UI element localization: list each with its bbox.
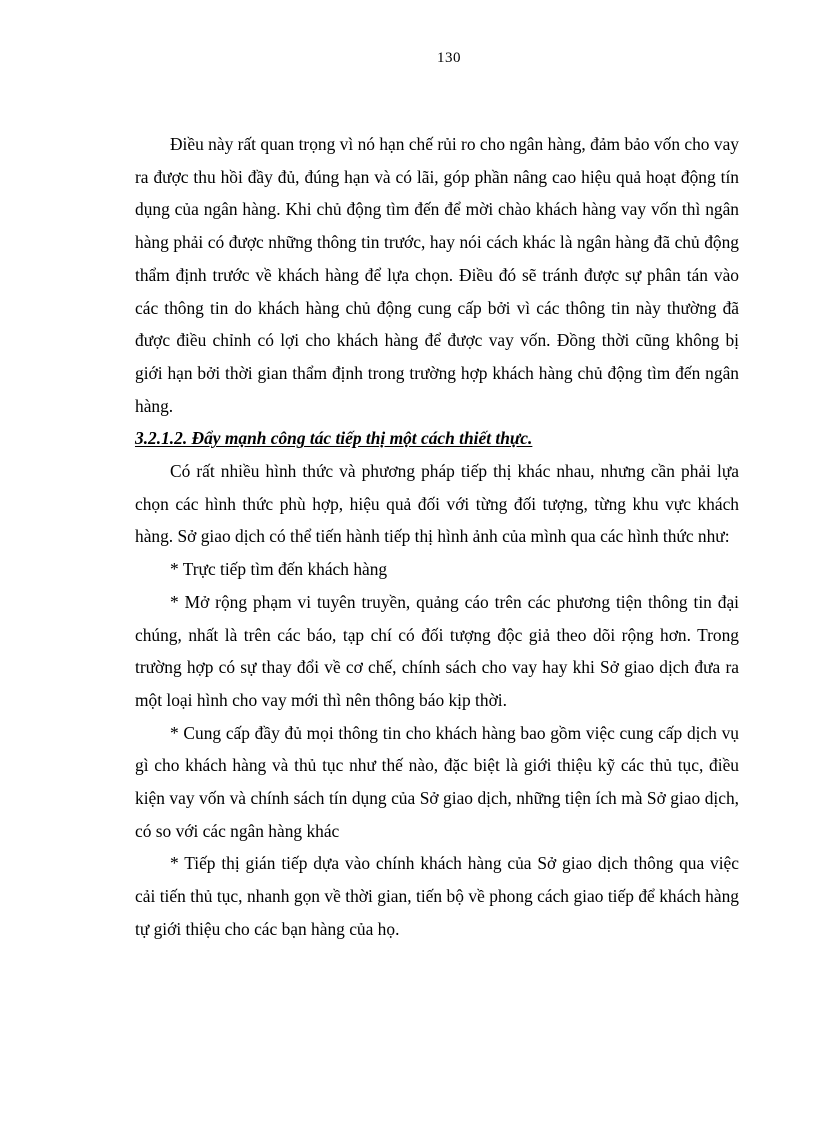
section-heading-marketing: 3.2.1.2. Đẩy mạnh công tác tiếp thị một cách thiết thực. bbox=[135, 428, 533, 449]
bullet-media-promotion: * Mở rộng phạm vi tuyên truyền, quảng cáo trên các phương tiện thông tin đại chúng, nhất là trên các báo, tạp chí có đối tượng độc giả theo dõi rộng hơn. Trong trường hợp có sự thay đổi về cơ chế, chính sách cho vay hay khi Sở giao dịch đưa ra một loại hình cho vay mới thì nên thông báo kịp thời. bbox=[135, 591, 739, 710]
bullet-direct-contact: * Trực tiếp tìm đến khách hàng bbox=[170, 559, 388, 580]
paragraph-marketing-forms: Có rất nhiều hình thức và phương pháp tiếp thị khác nhau, nhưng cần phải lựa chọn các hình thức phù hợp, hiệu quả đối với từng đối tượng, từng khu vực khách hàng. Sở giao dịch có thể tiến hành tiếp thị hình ảnh của mình qua các hình thức như: bbox=[135, 461, 739, 547]
bullet-indirect-marketing: * Tiếp thị gián tiếp dựa vào chính khách hàng của Sở giao dịch thông qua việc cải tiến thủ tục, nhanh gọn về thời gian, tiến bộ về phong cách giao tiếp để khách hàng tự giới thiệu cho các bạn hàng của họ. bbox=[135, 853, 739, 939]
page-number: 130 bbox=[437, 50, 461, 66]
paragraph-risk-control: Điều này rất quan trọng vì nó hạn chế rủi ro cho ngân hàng, đảm bảo vốn cho vay ra được thu hồi đầy đủ, đúng hạn và có lãi, góp phần nâng cao hiệu quả hoạt động tín dụng của ngân hàng. Khi chủ động tìm đến để mời chào khách hàng vay vốn thì ngân hàng phải có được những thông tin trước, hay nói cách khác là ngân hàng đã chủ động thẩm định trước về khách hàng để lựa chọn. Điều đó sẽ tránh được sự phân tán vào các thông tin do khách hàng chủ động cung cấp bởi vì các thông tin này thường đã được điều chỉnh có lợi cho khách hàng để được vay vốn. Đồng thời cũng không bị giới hạn bởi thời gian thẩm định trong trường hợp khách hàng chủ động tìm đến ngân hàng. bbox=[135, 134, 739, 416]
bullet-full-information: * Cung cấp đầy đủ mọi thông tin cho khách hàng bao gồm việc cung cấp dịch vụ gì cho khách hàng và thủ tục như thế nào, đặc biệt là giới thiệu kỹ các thủ tục, điều kiện vay vốn và chính sách tín dụng của Sở giao dịch, những tiện ích mà Sở giao dịch, có so với các ngân hàng khác bbox=[135, 722, 739, 841]
document-body bbox=[135, 128, 739, 946]
